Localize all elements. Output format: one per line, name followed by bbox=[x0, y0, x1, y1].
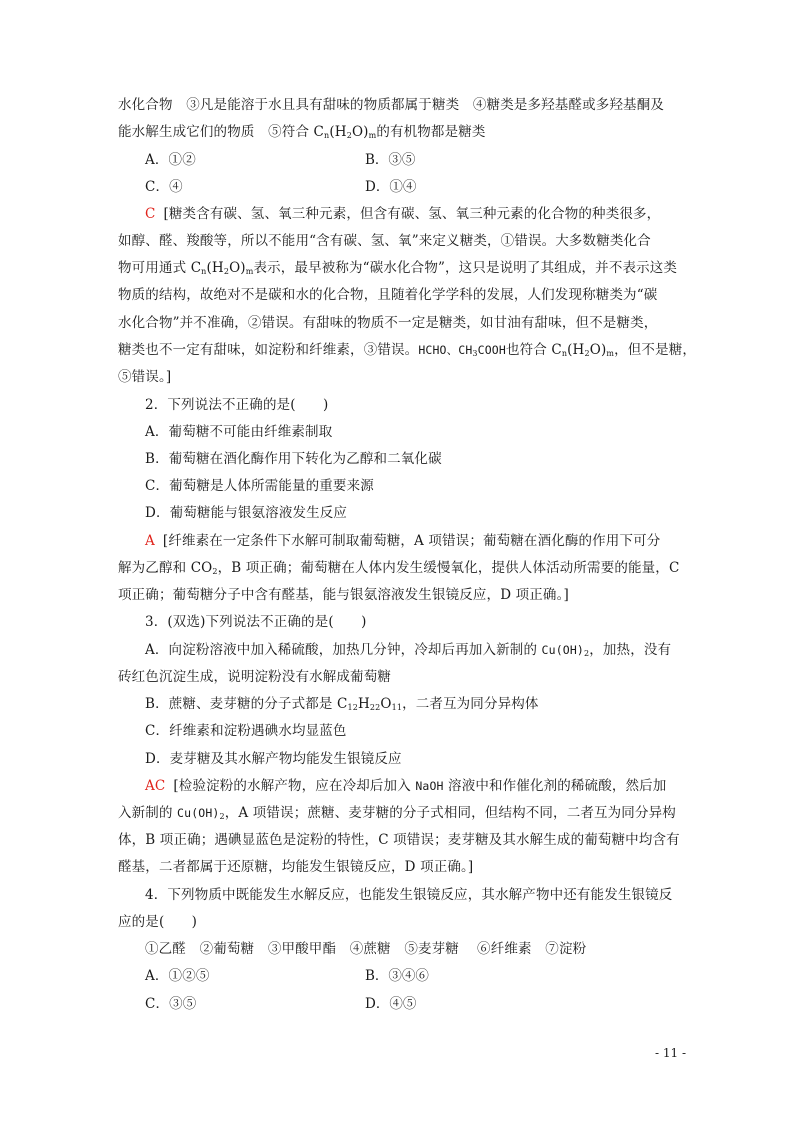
q2-option-b: B．葡萄糖在酒化酶作用下转化为乙醇和二氧化碳 bbox=[145, 451, 442, 467]
q1-option-b: B．③⑤ bbox=[365, 152, 416, 168]
a3-line-2: 入新制的 $Cu(OH)_2$，A 项错误；蔗糖、麦芽糖的分子式相同，但结构不同，二者互为同分异构 bbox=[118, 805, 676, 821]
a1-line-6: 糖类也不一定有甜味，如淀粉和纤维素，③错误。HCHO、$CH_3COOH$也符合 $C_n(H_2O)_m$，但不是糖， bbox=[118, 342, 697, 358]
q1-option-d: D．①④ bbox=[365, 179, 417, 195]
answer-key: C bbox=[145, 206, 156, 222]
q3-option-a-line-2: 砖红色沉淀生成，说明淀粉没有水解成葡萄糖 bbox=[118, 669, 391, 685]
q2-option-a: A．葡萄糖不可能由纤维素制取 bbox=[145, 424, 333, 440]
q1-option-a: A．①② bbox=[145, 152, 196, 168]
q3-option-d: D．麦芽糖及其水解产物均能发生银镜反应 bbox=[145, 751, 402, 767]
q1-option-c: C．④ bbox=[145, 179, 183, 195]
a3-line-1: AC [检验淀粉的水解产物，应在冷却后加入 NaOH 溶液中和作催化剂的稀硫酸，然后加 bbox=[145, 778, 667, 794]
answer-key: AC bbox=[145, 778, 166, 794]
a1-line-1: C [糖类含有碳、氢、氧三种元素，但含有碳、氢、氧三种元素的化合物的种类很多， bbox=[145, 206, 661, 222]
q4-stem-line-1: 4．下列物质中既能发生水解反应，也能发生银镜反应，其水解产物中还有能发生银镜反 bbox=[145, 887, 673, 903]
q4-option-b: B．③④⑥ bbox=[365, 968, 429, 984]
q4-stem-line-2: 应的是( ) bbox=[118, 914, 198, 930]
a2-line-2: 解为乙醇和 $CO_2$，B 项正确；葡萄糖在人体内发生缓慢氧化，提供人体活动所需要的能量，C bbox=[118, 560, 680, 576]
a3-line-3: 体，B 项正确；遇碘显蓝色是淀粉的特性，C 项错误；麦芽糖及其水解生成的葡萄糖中均含有 bbox=[118, 832, 680, 848]
a2-line-1: A [纤维素在一定条件下水解可制取葡萄糖，A 项错误；葡萄糖在酒化酶的作用下可分 bbox=[145, 533, 661, 549]
q3-option-b: B．蔗糖、麦芽糖的分子式都是 $C_{12}H_{22}O_{11}$，二者互为同分异构体 bbox=[145, 696, 539, 712]
q4-option-a: A．①②⑤ bbox=[145, 968, 210, 984]
q1-text-line-2: 能水解生成它们的物质 ⑤符合 $C_n(H_2O)_m$的有机物都是糖类 bbox=[118, 124, 486, 140]
q2-stem: 2．下列说法不正确的是( ) bbox=[145, 397, 329, 413]
a1-line-5: 水化合物”并不准确，②错误。有甜味的物质不一定是糖类，如甘油有甜味，但不是糖类， bbox=[118, 315, 658, 331]
page-number: - 11 - bbox=[655, 1046, 687, 1060]
q4-option-d: D．④⑤ bbox=[365, 996, 417, 1012]
q4-option-c: C．③⑤ bbox=[145, 996, 197, 1012]
q2-option-d: D．葡萄糖能与银氨溶液发生反应 bbox=[145, 505, 348, 521]
a2-line-3: 项正确；葡萄糖分子中含有醛基，能与银氨溶液发生银镜反应，D 项正确。] bbox=[118, 587, 569, 603]
q3-option-c: C．纤维素和淀粉遇碘水均显蓝色 bbox=[145, 723, 347, 739]
a3-line-4: 醛基，二者都属于还原糖，均能发生银镜反应，D 项正确。] bbox=[118, 859, 474, 875]
answer-key: A bbox=[145, 533, 155, 549]
q2-option-c: C．葡萄糖是人体所需能量的重要来源 bbox=[145, 478, 374, 494]
q3-option-a-line-1: A．向淀粉溶液中加入稀硫酸，加热几分钟，冷却后再加入新制的 $Cu(OH)_2$，加热，没有 bbox=[145, 642, 672, 658]
q4-items: ①乙醛 ②葡萄糖 ③甲酸甲酯 ④蔗糖 ⑤麦芽糖 ⑥纤维素 ⑦淀粉 bbox=[145, 941, 587, 957]
q3-stem: 3．(双选)下列说法不正确的是( ) bbox=[145, 614, 367, 630]
a1-line-7: ⑤错误。] bbox=[118, 369, 172, 385]
q1-text-line-1: 水化合物 ③凡是能溶于水且具有甜味的物质都属于糖类 ④糖类是多羟基醛或多羟基酮及 bbox=[118, 97, 664, 113]
a1-line-2: 如醇、醛、羧酸等，所以不能用“含有碳、氢、氧”来定义糖类，①错误。大多数糖类化合 bbox=[118, 233, 651, 249]
a1-line-3: 物可用通式 $C_n(H_2O)_m$表示，最早被称为“碳水化合物”，这只是说明了其组成，并不表示这类 bbox=[118, 260, 678, 276]
a1-line-4: 物质的结构，故绝对不是碳和水的化合物，且随着化学学科的发展，人们发现称糖类为“碳 bbox=[118, 287, 658, 303]
